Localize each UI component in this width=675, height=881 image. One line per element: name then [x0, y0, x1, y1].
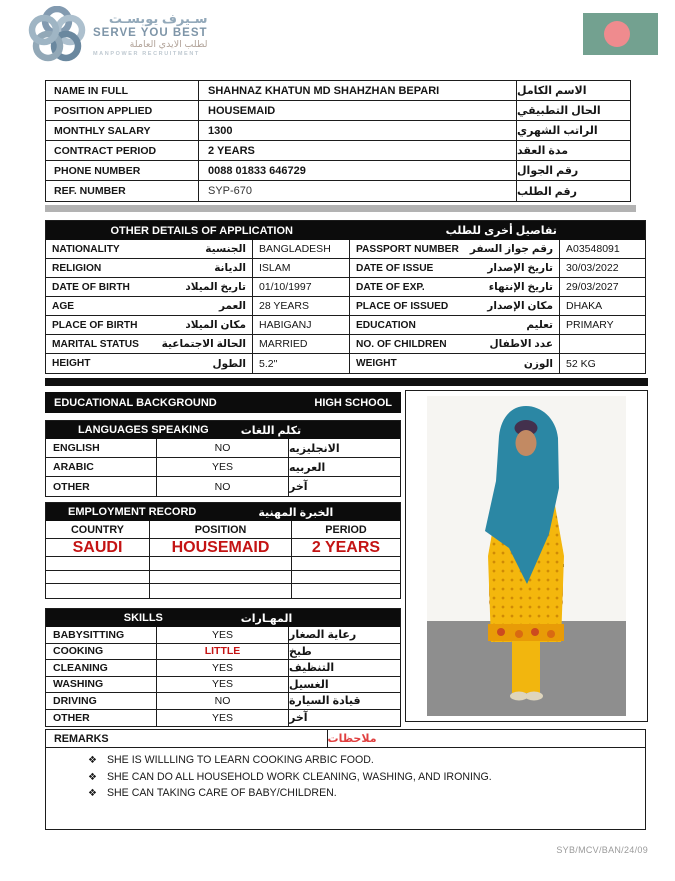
table-row [46, 439, 400, 458]
flag-circle [604, 21, 630, 47]
logo-english-tagline: MANPOWER RECRUITMENT [93, 51, 200, 58]
section-title-arabic: ملاحظات [327, 733, 377, 745]
skill-value: YES [156, 677, 288, 693]
row-value: 01/10/1997 [252, 278, 349, 296]
table-row [46, 335, 645, 354]
row-label: DATE OF ISSUE [356, 262, 434, 274]
section-title-arabic: المهـارات [240, 612, 293, 625]
row-label: AGE [52, 300, 75, 312]
remark-text: SHE CAN TAKING CARE OF BABY/CHILDREN. [106, 787, 337, 799]
row-label: EDUCATION [356, 319, 416, 331]
section-title: SKILLS [123, 612, 163, 624]
skill-label-arabic: قيادة السيارة [288, 693, 400, 709]
row-label-arabic: الراتب الشهري [516, 121, 630, 140]
skill-label: OTHER [53, 711, 90, 724]
skill-value: LITTLE [156, 644, 288, 660]
row-value: 29/03/2027 [559, 278, 645, 296]
skill-label: CLEANING [53, 661, 108, 674]
employment-position: HOUSEMAID [149, 539, 291, 556]
row-label: PASSPORT NUMBER [356, 243, 459, 255]
column-header: POSITION [149, 521, 291, 538]
row-label-arabic: الطول [212, 357, 246, 370]
skill-value: YES [156, 627, 288, 643]
remark-item [88, 787, 635, 799]
row-label: HEIGHT [52, 358, 91, 369]
section-title-arabic: الخبرة المهنية [258, 506, 334, 519]
table-row [46, 297, 645, 316]
row-label-arabic: مكان الميلاد [185, 319, 246, 331]
languages-table [45, 420, 401, 497]
row-label-arabic: تاريخ الإنتهاء [488, 281, 553, 293]
skills-table [45, 608, 401, 727]
empty-row [46, 557, 400, 571]
row-label: DATE OF EXP. [356, 281, 425, 293]
empty-row [46, 571, 400, 585]
table-row [46, 121, 630, 141]
remarks-section [45, 729, 646, 830]
applicant-photo [405, 390, 648, 722]
employment-country: SAUDI [72, 539, 123, 556]
row-label-arabic: رقم الطلب [516, 181, 630, 201]
section-title: REMARKS [46, 730, 328, 747]
row-label: REF. NUMBER [54, 185, 126, 197]
column-header: PERIOD [291, 521, 400, 538]
skill-label: DRIVING [53, 694, 97, 707]
skill-value: YES [156, 710, 288, 727]
table-row [46, 539, 400, 557]
remark-text: SHE CAN DO ALL HOUSEHOLD WORK CLEANING, WASHING, AND IRONING. [106, 770, 492, 783]
row-label: POSITION APPLIED [54, 104, 153, 117]
row-label: PHONE NUMBER [54, 164, 141, 177]
row-label-arabic: الحالة الاجتماعية [161, 338, 246, 350]
row-value: BANGLADESH [252, 240, 349, 258]
row-value: 28 YEARS [252, 297, 349, 315]
divider-bar-black [45, 378, 648, 386]
diamond-bullet-icon: ❖ [88, 771, 97, 783]
row-label-arabic: تاريخ الميلاد [185, 281, 246, 293]
table-row [46, 710, 400, 727]
row-value: SYP-670 [198, 181, 516, 201]
logo-arabic-tagline: لطلب الايدي العاملة [129, 39, 208, 51]
section-title: LANGUAGES SPEAKING [77, 424, 209, 436]
table-row [46, 141, 630, 161]
skill-label-arabic: الغسيل [288, 677, 400, 693]
education-level-value: HIGH SCHOOL [314, 396, 392, 409]
row-label: ARABIC [53, 461, 94, 473]
row-label: PLACE OF BIRTH [52, 319, 138, 331]
applicant-summary-table [45, 80, 631, 202]
employment-period: 2 YEARS [291, 539, 400, 556]
row-value: 1300 [198, 121, 516, 140]
column-header: COUNTRY [71, 523, 124, 536]
section-title: EMPLOYMENT RECORD [68, 506, 197, 518]
bangladesh-flag-icon [583, 13, 658, 55]
row-value: 52 KG [559, 354, 645, 373]
row-value: NO [156, 439, 288, 457]
table-row [46, 278, 645, 297]
row-value: 0088 01833 646729 [198, 161, 516, 180]
row-label-arabic: تعليم [526, 319, 553, 331]
table-row [46, 181, 630, 201]
table-row [46, 677, 400, 694]
row-label: NATIONALITY [52, 243, 120, 255]
row-label-arabic: مكان الإصدار [487, 300, 553, 312]
diamond-bullet-icon: ❖ [88, 788, 97, 799]
skill-value: YES [156, 660, 288, 676]
section-header [46, 221, 645, 240]
section-title: OTHER DETAILS OF APPLICATION [110, 224, 293, 237]
row-label-arabic: عدد الاطفال [489, 338, 553, 350]
remark-text: SHE IS WILLLING TO LEARN COOKING ARBIC FOOD. [106, 754, 374, 766]
row-label: MARITAL STATUS [52, 338, 139, 350]
row-value: SHAHNAZ KHATUN MD SHAHZHAN BEPARI [198, 81, 516, 100]
section-header [46, 609, 400, 627]
table-row [46, 240, 645, 259]
row-label-arabic: الوزن [523, 357, 553, 370]
skill-value: NO [156, 693, 288, 709]
row-label-arabic: الجنسية [205, 243, 246, 255]
row-value: A03548091 [559, 240, 645, 258]
table-row [46, 101, 630, 121]
logo-english-name: SERVE YOU BEST [93, 27, 208, 40]
row-value [559, 335, 645, 353]
row-label-arabic: الاسم الكامل [516, 81, 630, 100]
table-row [46, 627, 400, 644]
row-label: NO. OF CHILDREN [356, 338, 447, 350]
row-label: NAME IN FULL [54, 84, 129, 97]
table-row [46, 458, 400, 477]
remarks-list [46, 748, 645, 799]
row-label-arabic: رقم جواز السفر [469, 243, 553, 255]
diamond-bullet-icon: ❖ [88, 755, 97, 766]
row-value: YES [156, 458, 288, 476]
skill-label-arabic: آخر [288, 710, 400, 727]
section-title-arabic: تكلم اللغات [240, 424, 302, 437]
section-title-arabic: تفاصيل أخرى للطلب [445, 225, 557, 237]
table-row [46, 354, 645, 373]
row-value: 2 YEARS [198, 141, 516, 160]
row-value: HABIGANJ [252, 316, 349, 334]
row-label-arabic: العمر [218, 300, 246, 312]
column-header-row [46, 521, 400, 539]
row-label: ENGLISH [53, 442, 100, 454]
employment-record-table [45, 502, 401, 599]
logo-rings-icon [28, 6, 86, 64]
divider-bar-gray [45, 205, 636, 212]
skill-label-arabic: التنظيف [288, 660, 400, 676]
section-header [46, 730, 645, 748]
row-label: MONTHLY SALARY [54, 124, 151, 137]
row-value: MARRIED [252, 335, 349, 353]
table-row [46, 259, 645, 278]
skill-label: WASHING [53, 678, 104, 691]
document-reference-code: SYB/MCV/BAN/24/09 [556, 845, 648, 855]
row-value: 30/03/2022 [559, 259, 645, 277]
skill-label: COOKING [53, 645, 104, 658]
row-label-arabic: رقم الجوال [516, 161, 630, 180]
row-label-arabic: تاريخ الإصدار [487, 262, 553, 274]
logo-text [93, 12, 208, 57]
row-label: PLACE OF ISSUED [356, 300, 449, 312]
section-header [46, 503, 400, 521]
table-row [46, 693, 400, 710]
row-label-arabic: الانجليزيه [288, 439, 400, 457]
skill-label-arabic: رعاية الصغار [288, 627, 400, 643]
agency-logo [28, 6, 208, 64]
table-row [46, 477, 400, 496]
row-value: ISLAM [252, 259, 349, 277]
remark-item [88, 754, 635, 766]
row-label-arabic: مدة العقد [516, 141, 630, 160]
table-row [46, 161, 630, 181]
section-header [46, 421, 400, 439]
row-label-arabic: آخر [288, 477, 400, 496]
empty-row [46, 584, 400, 598]
table-row [46, 660, 400, 677]
skill-label: BABYSITTING [53, 628, 125, 641]
applicant-photo-image [427, 396, 626, 716]
row-value: NO [156, 477, 288, 496]
table-row [46, 316, 645, 335]
table-row [46, 644, 400, 661]
row-label-arabic: العربيه [288, 458, 400, 476]
logo-arabic-name: سـيرف يوبسـت [108, 11, 208, 27]
skill-label-arabic: طبخ [288, 644, 400, 660]
row-value: PRIMARY [559, 316, 645, 334]
row-value: 5.2" [252, 354, 349, 373]
remark-item [88, 771, 635, 783]
other-details-table [45, 220, 646, 374]
educational-background-bar [45, 392, 401, 413]
row-label: WEIGHT [356, 358, 397, 369]
table-row [46, 81, 630, 101]
row-value: HOUSEMAID [198, 101, 516, 120]
row-label: RELIGION [52, 262, 102, 274]
row-label: CONTRACT PERIOD [54, 144, 157, 157]
row-label-arabic: الديانة [214, 262, 246, 274]
section-title: EDUCATIONAL BACKGROUND [54, 396, 217, 409]
row-value: DHAKA [559, 297, 645, 315]
row-label-arabic: الحال التطبيقي [516, 101, 630, 120]
row-label: DATE OF BIRTH [52, 281, 130, 293]
row-label: OTHER [53, 480, 90, 493]
